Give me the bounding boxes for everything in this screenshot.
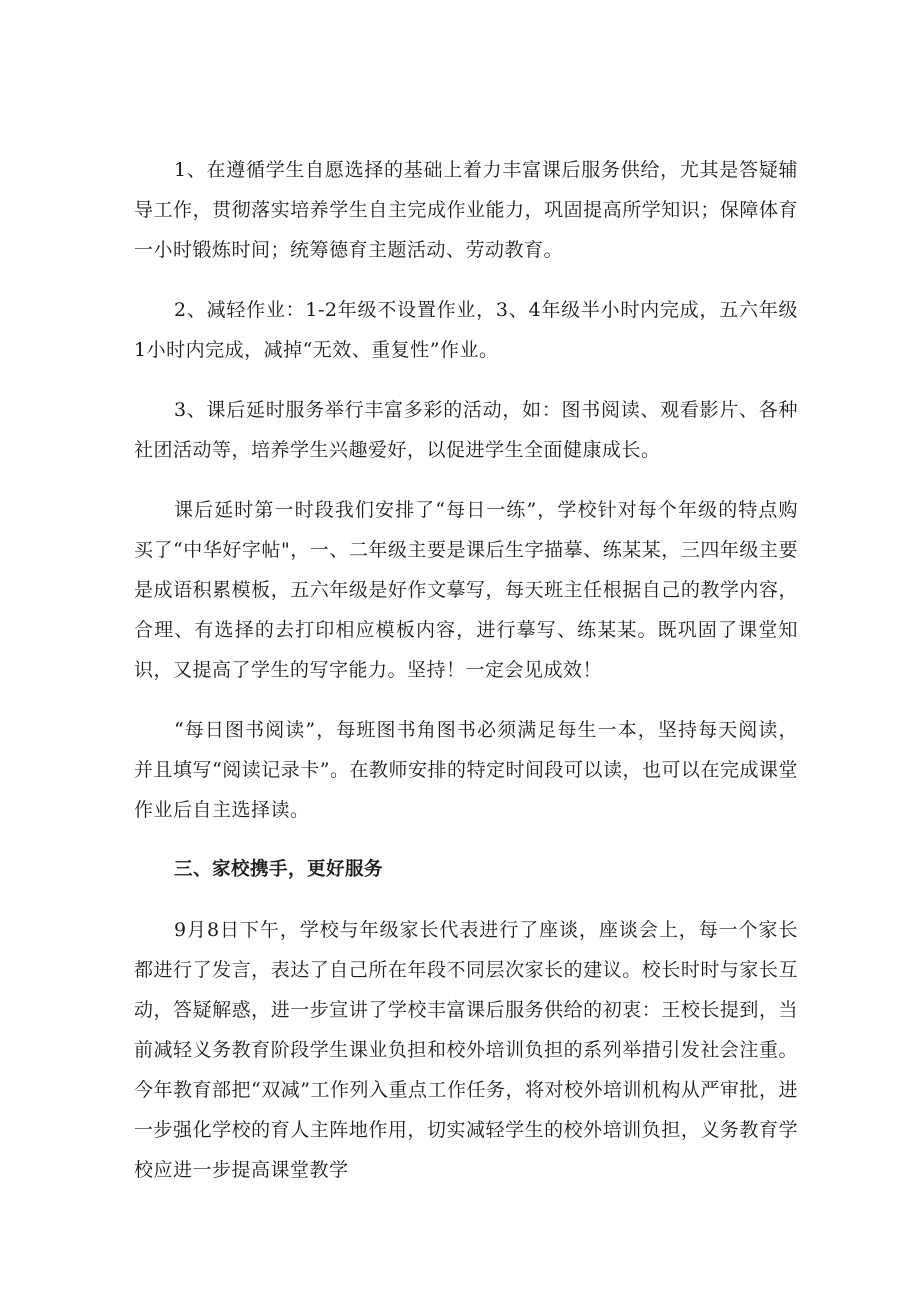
paragraph-parent-meeting: 9月8日下午，学校与年级家长代表进行了座谈，座谈会上，每一个家长都进行了发言，表达了自己所在年段不同层次家长的建议。校长时时与家长互动，答疑解惑，进一步宣讲了学校丰富课后服务供给的初衷：王校长提到，当前减轻义务教育阶段学生课业负担和校外培训负担的系列举措引发社会注重。今年教育部把“双减”工作列入重点工作任务，将对校外培训机构从严审批，进一步强化学校的育人主阵地作用，切实减轻学生的校外培训负担，义务教育学校应进一步提高课堂教学 [134, 919, 798, 1181]
paragraph-activities: 3、课后延时服务举行丰富多彩的活动，如：图书阅读、观看影片、各种社团活动等，培养学生兴趣爱好，以促进学生全面健康成长。 [134, 399, 798, 461]
paragraph-homework-reduction: 2、减轻作业：1-2年级不设置作业，3、4年级半小时内完成，五六年级1小时内完成，减掉“无效、重复性”作业。 [134, 299, 798, 361]
document-body [134, 150, 798, 1190]
section-heading: 三、家校携手，更好服务 [174, 859, 384, 880]
paragraph-daily-practice: 课后延时第一时段我们安排了“每日一练”，学校针对每个年级的特点购买了“中华好字帖"，一、二年级主要是课后生字描摹、练某某，三四年级主要是成语积累模板，五六年级是好作文摹写，每天班主任根据自己的教学内容，合理、有选择的去打印相应模板内容，进行摹写、练某某。既巩固了课堂知识，又提高了学生的写字能力。坚持！一定会见成效！ [134, 499, 798, 681]
paragraph-service-supply: 1、在遵循学生自愿选择的基础上着力丰富课后服务供给，尤其是答疑辅导工作，贯彻落实培养学生自主完成作业能力，巩固提高所学知识；保障体育一小时锻炼时间；统筹德育主题活动、劳动教育。 [134, 159, 798, 261]
paragraph-daily-reading: “每日图书阅读”，每班图书角图书必须满足每生一本，坚持每天阅读，并且填写“阅读记录卡”。在教师安排的特定时间段可以读，也可以在完成课堂作业后自主选择读。 [134, 719, 798, 821]
